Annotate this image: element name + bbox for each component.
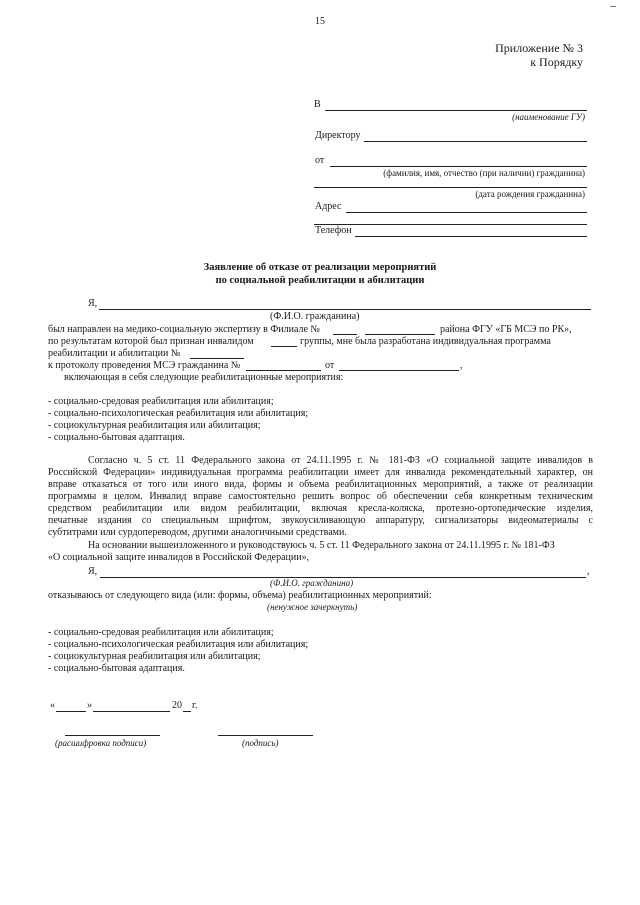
address-field-2[interactable] [314,224,587,225]
refuse-text: отказываюсь от следующего вида (или: формы, объема) реабилитационных мероприятий: [48,590,432,601]
date-close-quote: » [87,700,92,711]
protocol-date-field[interactable] [339,370,459,371]
appendix-line2: к Порядку [530,55,583,69]
fio-field[interactable] [99,309,591,310]
decode-caption: (расшифровка подписи) [55,738,147,748]
paragraph-line: субтитрами или сурдопереводом, другими аналогичными средствами. [48,527,347,538]
document-title-line2: по социальной реабилитации и абилитации [215,275,425,286]
birth-field[interactable] [314,187,587,188]
strike-caption: (ненужное зачеркнуть) [267,602,358,612]
fio-end-comma: , [587,566,590,577]
paragraph-line: вправе отказаться от того или иного вида, формы и объема реабилитационных мероприятий, а также от реализации [48,479,593,490]
branch-number-field[interactable] [333,334,357,335]
director-label: Директору [315,130,361,141]
sign-caption: (подпись) [242,738,279,748]
paragraph-line: Российской Федерации» индивидуальная программа реабилитации имеет для инвалида рекомендательный характер, он [48,467,593,478]
list-item: - социокультурная реабилитация или абилитация; [48,651,261,662]
body1-line4a: к протоколу проведения МСЭ гражданина № [48,360,241,371]
body1-line4b: от [325,360,335,371]
body1-line3: реабилитации и абилитации № [48,348,181,359]
from-caption: (фамилия, имя, отчество (при наличии) гражданина) [383,168,585,178]
body1-line1a: был направлен на медико-социальную экспертизу в Филиале № [48,324,320,335]
from-label: от [315,155,325,166]
list-item: - социально-средовая реабилитация или абилитация; [48,627,274,638]
date-open-quote: « [50,700,55,711]
phone-label: Телефон [315,225,352,236]
day-field[interactable] [56,711,86,712]
fio-caption-2: (Ф.И.О. гражданина) [270,578,354,588]
paragraph-line: Согласно ч. 5 ст. 11 Федерального закона от 24.11.1995 г. № 181-ФЗ «О социальной защите инвалидов в [88,455,593,466]
list-item: - социально-бытовая адаптация. [48,432,185,443]
list-item: - социально-бытовая адаптация. [48,663,185,674]
to-caption: (наименование ГУ) [512,112,585,122]
year-field[interactable] [183,711,191,712]
district-field[interactable] [365,334,435,335]
body1-line4c: , [460,360,463,371]
paragraph-line: печатные издания со специальным шрифтом, звукоусиливающую аппаратуру, сигнализаторы видеоматериалы с [48,515,593,526]
phone-field[interactable] [355,236,587,237]
basis-line2: «О социальной защите инвалидов в Российской Федерации», [48,552,310,563]
protocol-number-field[interactable] [246,370,321,371]
year-prefix: 20 [172,700,182,711]
month-field[interactable] [93,711,170,712]
group-field[interactable] [271,346,297,347]
list-item: - социально-психологическая реабилитация или абилитация; [48,639,309,650]
director-field[interactable] [364,141,587,142]
list-item: - социально-средовая реабилитация или абилитация; [48,396,274,407]
body1-line2a: по результатам которой был признан инвалидом [48,336,254,347]
from-field[interactable] [330,166,587,167]
body1-line1b: района ФГУ «ГБ МСЭ по РК», [440,324,572,335]
body1-line2b: группы, мне была разработана индивидуальная программа [300,336,551,347]
list-item: - социально-психологическая реабилитация или абилитация; [48,408,309,419]
basis-line1: На основании вышеизложенного и руководствуюсь ч. 5 ст. 11 Федерального закона от 24.11.1995 г. № 181-ФЗ [88,540,555,551]
paragraph-line: программы в целом. Инвалид вправе самостоятельно решить вопрос об обеспечении себя конкретным техническим [48,491,593,502]
decode-signature-field[interactable] [65,735,160,736]
address-field[interactable] [346,212,587,213]
corner-mark [610,6,616,7]
year-suffix: г. [192,700,198,711]
birth-caption: (дата рождения гражданина) [475,189,585,199]
paragraph-line: средством реабилитации или видом реабилитации, включая кресла-коляска, протезно-ортопедические изделия, [48,503,593,514]
page-number: 15 [315,16,325,27]
appendix-line1: Приложение № 3 [495,41,583,55]
ipra-number-field[interactable] [190,358,244,359]
to-prefix: В [314,99,321,110]
fio-caption: (Ф.И.О. гражданина) [270,311,360,322]
to-field[interactable] [325,110,587,111]
list-item: - социокультурная реабилитация или абилитация; [48,420,261,431]
ya-label: Я, [88,298,98,309]
address-label: Адрес [315,201,342,212]
ya-label-2: Я, [88,566,98,577]
body1-line5: включающая в себя следующие реабилитационные мероприятия: [64,372,344,383]
signature-field[interactable] [218,735,313,736]
document-title-line1: Заявление об отказе от реализации мероприятий [203,262,437,273]
